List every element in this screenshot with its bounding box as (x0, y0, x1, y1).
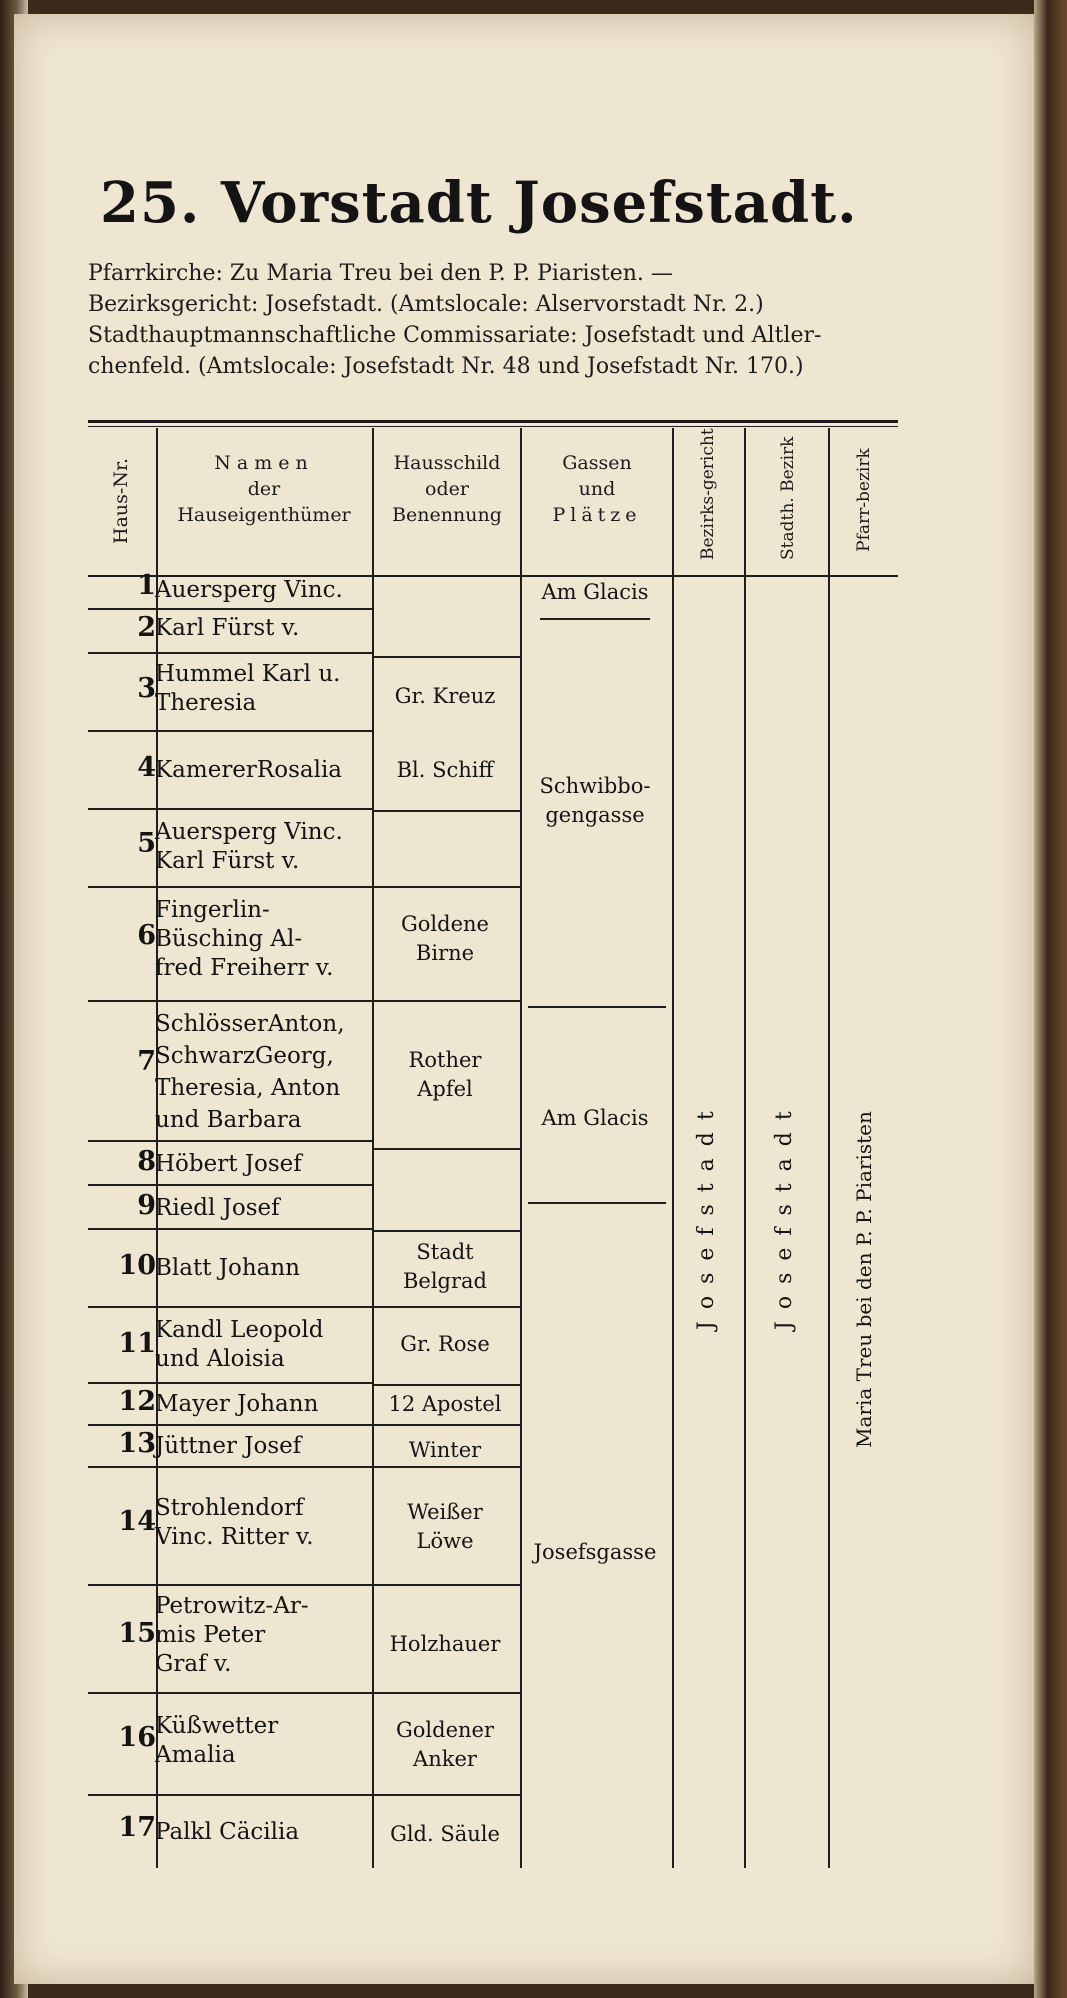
row-rule (88, 1466, 372, 1468)
row-rule (88, 1424, 372, 1426)
sign-rule (374, 1384, 520, 1386)
owner-15 (155, 1592, 375, 1679)
sign-14 (370, 1498, 520, 1556)
sign-14-line-2: Löwe (416, 1529, 474, 1553)
row-rule (88, 1794, 372, 1796)
owner-14-line-2: Vinc. Ritter v. (155, 1524, 314, 1550)
header-namen-line-1: Namen (214, 452, 314, 474)
sign-rule (374, 1424, 520, 1426)
sign-6-line-2: Birne (415, 941, 475, 965)
owner-5 (155, 818, 375, 876)
street-schwibbogengasse (520, 772, 670, 830)
row-rule (88, 652, 372, 654)
street-schwibbogengasse-line-2: gengasse (545, 803, 645, 827)
sign-rule (374, 1230, 520, 1232)
owner-11-line-2: und Aloisia (155, 1346, 285, 1372)
house-number-11: 11 (118, 1328, 156, 1359)
sign-10-line-1: Stadt (416, 1240, 474, 1264)
owner-1: Auersperg Vinc. (155, 577, 343, 603)
sign-rule (374, 1584, 520, 1586)
info-line-court: Bezirksgericht: Josefstadt. (Amtslocale: Alservorstadt Nr. 2.) (88, 292, 764, 317)
owner-9: Riedl Josef (155, 1195, 280, 1221)
sign-7 (370, 1046, 520, 1104)
sign-17: Gld. Säule (390, 1822, 500, 1846)
house-number-1: 1 (137, 570, 156, 601)
street-rule (528, 1006, 666, 1008)
house-number-12: 12 (118, 1386, 156, 1417)
owner-15-line-2: mis Peter (155, 1622, 266, 1648)
owner-5-line-1: Auersperg Vinc. (155, 819, 343, 845)
owner-12: Mayer Johann (155, 1391, 319, 1417)
sign-12: 12 Apostel (388, 1392, 502, 1416)
house-number-3: 3 (137, 673, 156, 704)
header-hausschild-line-3: Benennung (392, 504, 502, 526)
house-number-17: 17 (118, 1812, 156, 1843)
row-rule (88, 608, 372, 610)
house-number-13: 13 (118, 1428, 156, 1459)
owner-17: Palkl Cäcilia (155, 1819, 300, 1845)
house-number-15: 15 (118, 1618, 156, 1649)
owner-7 (155, 1008, 375, 1136)
row-rule (88, 1000, 372, 1002)
owner-13: Jüttner Josef (155, 1433, 302, 1459)
street-schwibbogengasse-line-1: Schwibbo- (539, 774, 651, 798)
owner-5-line-2: Karl Fürst v. (155, 848, 300, 874)
house-number-6: 6 (137, 920, 156, 951)
sign-3: Gr. Kreuz (394, 684, 496, 708)
house-number-7: 7 (137, 1046, 156, 1077)
header-haus-nr: Haus-Nr. (110, 458, 132, 544)
house-number-16: 16 (118, 1722, 156, 1753)
house-number-14: 14 (118, 1506, 156, 1537)
pfarrbezirk-value: Maria Treu bei den P. P. Piaristen (852, 1111, 876, 1448)
info-line-commissariate: Stadthauptmannschaftliche Commissariate: Josefstadt und Altler- (88, 323, 822, 348)
owner-7-line-2: SchwarzGeorg, (155, 1043, 334, 1069)
header-namen (158, 450, 370, 528)
owner-8: Höbert Josef (155, 1151, 302, 1177)
page-edge (1034, 0, 1067, 1998)
row-rule (88, 1184, 372, 1186)
owner-15-line-1: Petrowitz-Ar- (155, 1593, 309, 1619)
row-rule (88, 1306, 372, 1308)
row-rule (88, 808, 372, 810)
col-rule-3 (520, 428, 522, 1868)
header-bezirksgericht: Bezirks-gericht (698, 428, 718, 560)
owner-7-line-4: und Barbara (155, 1107, 302, 1133)
bezirksgericht-value: Josefstadt (694, 1099, 719, 1330)
row-rule (88, 1382, 372, 1384)
house-number-4: 4 (137, 752, 156, 783)
owner-11 (155, 1316, 375, 1374)
sign-6-line-1: Goldene (401, 912, 489, 936)
owner-16-line-2: Amalia (155, 1742, 236, 1768)
sign-4: Bl. Schiff (396, 758, 494, 782)
sign-14-line-1: Weißer (407, 1500, 483, 1524)
sign-rule (374, 1000, 520, 1002)
sign-rule (374, 1466, 520, 1468)
owner-15-line-3: Graf v. (155, 1651, 232, 1677)
header-hausschild-line-1: Hausschild (393, 452, 501, 474)
house-number-8: 8 (137, 1146, 156, 1177)
owner-2: Karl Fürst v. (155, 615, 300, 641)
owner-6-line-2: Büsching Al- (155, 926, 303, 952)
sign-rule (374, 1148, 520, 1150)
info-line-commissariate-cont: chenfeld. (Amtslocale: Josefstadt Nr. 48 und Josefstadt Nr. 170.) (88, 354, 804, 379)
street-rule (540, 618, 650, 620)
owner-14 (155, 1494, 375, 1552)
header-gassen-line-1: Gassen (562, 452, 632, 474)
owner-16 (155, 1712, 375, 1770)
sign-16 (370, 1716, 520, 1774)
row-rule (88, 1228, 372, 1230)
house-number-9: 9 (137, 1190, 156, 1221)
header-pfarrbezirk: Pfarr-bezirk (854, 448, 874, 552)
table-top-rule (88, 420, 898, 423)
sign-16-line-2: Anker (413, 1747, 477, 1771)
owner-11-line-1: Kandl Leopold (155, 1317, 324, 1343)
owner-7-line-1: SchlösserAnton, (155, 1011, 345, 1037)
sign-11: Gr. Rose (400, 1332, 490, 1356)
row-rule (88, 730, 372, 732)
street-josefsgasse: Josefsgasse (533, 1540, 657, 1564)
sign-7-line-2: Apfel (417, 1077, 473, 1101)
sign-10-line-2: Belgrad (402, 1269, 488, 1293)
col-rule-5 (744, 428, 746, 1868)
info-line-parish: Pfarrkirche: Zu Maria Treu bei den P. P. Piaristen. — (88, 261, 673, 286)
row-rule (88, 1140, 372, 1142)
info-block (88, 258, 900, 382)
header-stadth-bezirk: Stadth. Bezirk (778, 436, 798, 560)
sign-rule (374, 1692, 520, 1694)
sign-16-line-1: Goldener (396, 1718, 494, 1742)
header-hausschild-line-2: oder (425, 478, 469, 500)
owner-6-line-3: fred Freiherr v. (155, 955, 334, 981)
owner-3 (155, 660, 375, 718)
col-rule-4 (672, 428, 674, 1868)
owner-10: Blatt Johann (155, 1255, 300, 1281)
owner-6-line-1: Fingerlin- (155, 897, 270, 923)
sign-6 (370, 910, 520, 968)
sign-rule (374, 1794, 520, 1796)
sign-rule (374, 656, 520, 658)
house-number-5: 5 (137, 828, 156, 859)
owner-6 (155, 896, 375, 983)
street-rule (528, 1202, 666, 1204)
header-namen-line-3: Hauseigenthümer (177, 504, 351, 526)
sign-rule (374, 810, 520, 812)
owner-4: KamererRosalia (155, 757, 343, 783)
header-namen-line-2: der (247, 478, 281, 500)
sign-rule (374, 1306, 520, 1308)
owner-3-line-1: Hummel Karl u. (155, 661, 341, 687)
header-gassen (522, 450, 672, 528)
sign-rule (374, 886, 520, 888)
street-am-glacis-top: Am Glacis (541, 580, 649, 604)
owner-7-line-3: Theresia, Anton (155, 1075, 341, 1101)
owner-16-line-1: Küßwetter (155, 1713, 279, 1739)
owner-3-line-2: Theresia (155, 690, 257, 716)
sign-13: Winter (408, 1438, 482, 1462)
house-number-2: 2 (137, 612, 156, 643)
row-rule (88, 886, 372, 888)
page-title: 25. Vorstadt Josefstadt. (100, 170, 858, 236)
header-gassen-line-2: und (578, 478, 616, 500)
col-rule-6 (828, 428, 830, 1868)
owner-14-line-1: Strohlendorf (155, 1495, 304, 1521)
table-top-rule-thin (88, 426, 898, 427)
row-rule (88, 1584, 372, 1586)
sign-15: Holzhauer (389, 1632, 501, 1656)
header-hausschild (374, 450, 520, 528)
sign-7-line-1: Rother (408, 1048, 482, 1072)
row-rule (88, 1692, 372, 1694)
street-am-glacis: Am Glacis (541, 1106, 649, 1130)
sign-10 (370, 1238, 520, 1296)
house-number-10: 10 (118, 1250, 156, 1281)
stadth-bezirk-value: Josefstadt (772, 1099, 797, 1330)
header-gassen-line-3: Plätze (552, 504, 642, 526)
